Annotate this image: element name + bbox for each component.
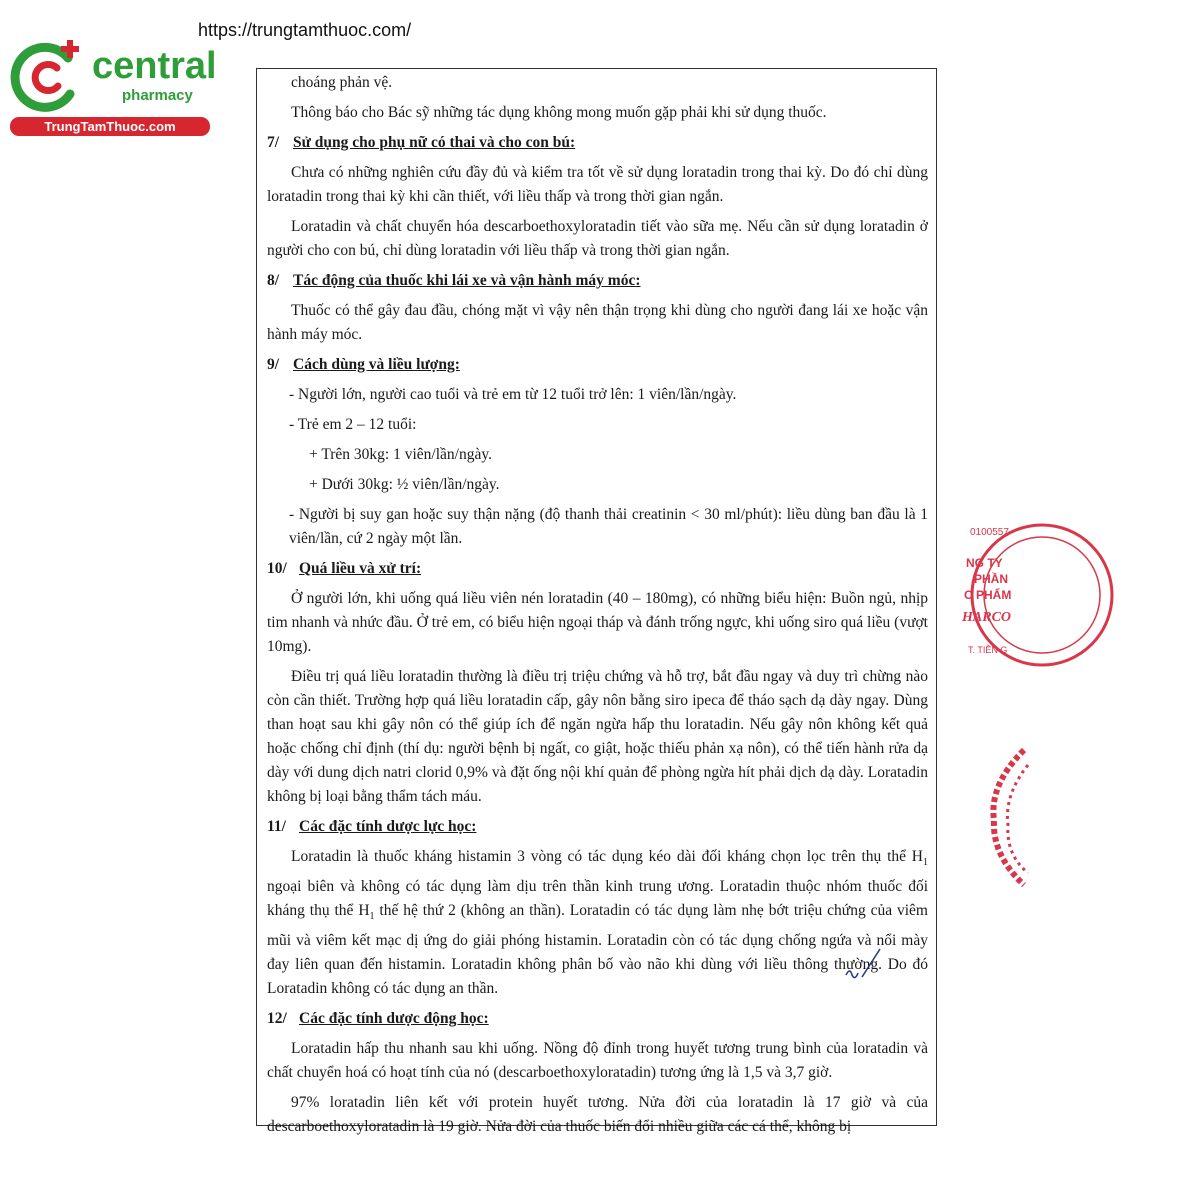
- company-stamp: [962, 515, 1032, 665]
- paragraph: Thuốc có thể gây đau đầu, chóng mặt vì vậy nên thận trọng khi dùng cho người đang lái xe hoặc vận hành máy móc.: [267, 302, 928, 343]
- paragraph: 97% loratadin liên kết với protein huyết tương. Nửa đời của loratadin là 17 giờ và của descarboethoxyloratadin là 19 giờ. Nửa đời của thuốc biến đổi nhiều giữa các cá thể, không bị: [267, 1094, 928, 1136]
- document-page: [256, 68, 937, 1136]
- section-heading-10: 10/ Quá liều và xử trí:: [267, 560, 422, 577]
- paragraph: Loratadin hấp thu nhanh sau khi uống. Nồng độ đỉnh trong huyết tương trung bình của loratadin và chất chuyển hoá có hoạt tính của nó (descarboethoxyloratadin) tương ứng là 1,5 và 3,7 giờ.: [267, 1040, 928, 1082]
- brand-name: central: [92, 45, 217, 87]
- section-heading-9: 9/ Cách dùng và liều lượng:: [267, 356, 460, 373]
- list-item: - Trẻ em 2 – 12 tuổi:: [289, 416, 417, 433]
- stamp-line-2: NG TY: [966, 556, 1003, 570]
- stamp-line-5: HARCO: [962, 610, 1012, 625]
- stamp-line-3: PHẦN: [974, 572, 1009, 586]
- list-item: + Dưới 30kg: ½ viên/lần/ngày.: [309, 476, 500, 493]
- section-heading-8: 8/ Tác động của thuốc khi lái xe và vận hành máy móc:: [267, 272, 641, 289]
- paragraph: Thông báo cho Bác sỹ những tác dụng không mong muốn gặp phải khi sử dụng thuốc.: [291, 104, 827, 121]
- list-item: + Trên 30kg: 1 viên/lần/ngày.: [309, 446, 492, 463]
- partial-stamp-mark: [984, 745, 1029, 890]
- paragraph: Ở người lớn, khi uống quá liều viên nén loratadin (40 – 180mg), có những biểu hiện: Buồn ngủ, nhịp tim nhanh và nhức đầu. Ở trẻ em, có biểu hiện ngoại tháp và đánh trống ngực, khi uống siro quá liều (vượt 10mg).: [267, 590, 928, 655]
- pharmacy-logo[interactable]: [10, 38, 215, 138]
- paragraph: choáng phản vệ.: [291, 74, 393, 91]
- section-heading-12: 12/ Các đặc tính dược động học:: [267, 1010, 489, 1028]
- paragraph: Điều trị quá liều loratadin thường là điều trị triệu chứng và hỗ trợ, bắt đầu ngay và duy trì chừng nào còn cần thiết. Trường hợp quá liều loratadin cấp, gây nôn bằng siro ipeca để tháo sạch dạ dày ngay. Dùng than hoạt sau khi gây nôn có thể giúp ích để ngăn ngừa hấp thu loratadin. Nếu gây nôn không kết quả hoặc chống chỉ định (thí dụ: người bệnh bị ngất, co giật, hoặc thiếu phản xạ nôn), có thể tiến hành rửa dạ dày với dung dịch natri clorid 0,9% và đặt ống nội khí quản để phòng ngừa hít phải dịch dạ dày. Loratadin không bị loại bằng thẩm tách máu.: [267, 668, 928, 805]
- stamp-line-1: 0100557: [970, 527, 1009, 538]
- brand-site-bar: TrungTamThuoc.com: [10, 117, 210, 136]
- paragraph: Loratadin và chất chuyển hóa descarboethoxyloratadin tiết vào sữa mẹ. Nếu cần sử dụng loratadin ở người cho con bú, chỉ dùng loratadin với liều thấp và trong thời gian ngắn.: [267, 218, 928, 259]
- stamp-line-6: T. TIỀN G: [968, 645, 1008, 655]
- stamp-line-4: C PHẨM: [964, 588, 1012, 602]
- list-item: - Người lớn, người cao tuổi và trẻ em từ 12 tuổi trở lên: 1 viên/lần/ngày.: [289, 386, 737, 403]
- brand-subtitle: pharmacy: [122, 87, 193, 104]
- list-item: - Người bị suy gan hoặc suy thận nặng (độ thanh thải creatinin < 30 ml/phút): liều dùng ban đầu là 1 viên/lần, cứ 2 ngày một lần.: [289, 506, 928, 547]
- section-heading-11: 11/ Các đặc tính dược lực học:: [267, 818, 477, 835]
- central-c-icon: [10, 38, 90, 118]
- signature-mark: [840, 945, 890, 990]
- paragraph: Chưa có những nghiên cứu đầy đủ và kiểm tra tốt về sử dụng loratadin trong thai kỳ. Do đó chỉ dùng loratadin trong thai kỳ khi cần thiết, với liều thấp và trong thời gian ngắn.: [267, 164, 928, 205]
- section-heading-7: 7/ Sử dụng cho phụ nữ có thai và cho con bú:: [267, 134, 576, 151]
- paragraph: Loratadin là thuốc kháng histamin 3 vòng có tác dụng kéo dài đối kháng chọn lọc trên thụ thể $H_1$ ngoại biên và không có tác dụng làm dịu trên thần kinh trung ương. Loratadin thuộc nhóm thuốc đối kháng thụ thể $H_1$ thế hệ thứ 2 (không an thần). Loratadin có tác dụng làm nhẹ bớt triệu chứng của viêm mũi và viêm kết mạc dị ứng do giải phóng histamin. Loratadin còn có tác dụng chống ngứa và nổi mày đay liên quan đến histamin. Loratadin không phân bố vào não khi dùng với liều thông thường. Do đó Loratadin không có tác dụng an thần.: [267, 848, 928, 998]
- source-url[interactable]: https://trungtamthuoc.com/: [198, 20, 412, 40]
